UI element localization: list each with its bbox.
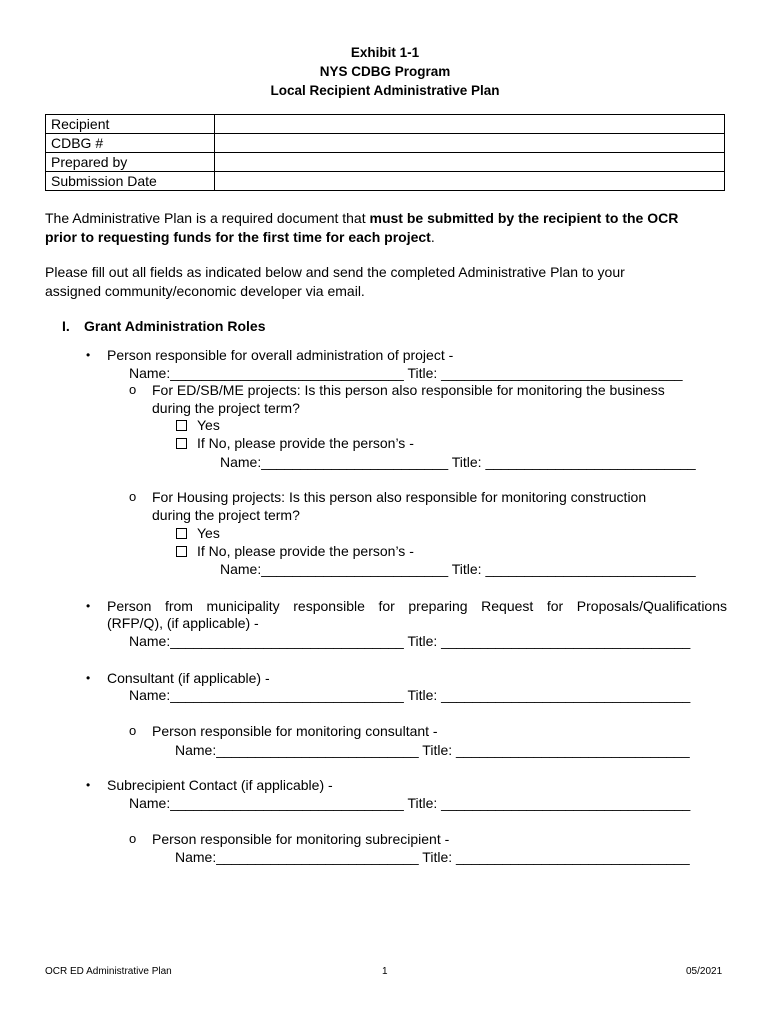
intro-paragraph [45,209,727,247]
footer-doc-name: OCR ED Administrative Plan [45,966,172,977]
rfp-label-cont: (RFP/Q), (if applicable) - [107,615,259,631]
circle-bullet-icon: o [129,382,137,397]
ed-no-checkbox[interactable] [176,438,187,449]
bullet-icon: • [86,778,91,792]
consultant-name-field[interactable]: Name:______________________________ Title: ________________________________ [129,687,691,703]
housing-name-field[interactable]: Name:________________________ Title: ___________________________ [220,561,696,577]
table-row [46,134,725,153]
bullet-icon: • [86,348,91,362]
instructions-line-2: assigned community/economic developer via email. [45,283,365,299]
section-title: Grant Administration Roles [84,318,266,334]
section-number: I. [62,318,70,334]
exhibit-title: Exhibit 1-1 [350,45,420,60]
housing-yes-label: Yes [197,525,220,541]
submission-date-label: Submission Date [46,172,215,191]
housing-no-label: If No, please provide the person’s - [197,543,414,559]
rfp-name-field[interactable]: Name:______________________________ Title: ________________________________ [129,633,691,649]
housing-question: For Housing projects: Is this person also responsible for monitoring construction [152,489,647,505]
table-row [46,172,725,191]
recipient-value[interactable] [215,115,725,134]
rfp-label: Person from municipality responsible for preparing Request for Proposals/Qualifications [107,598,727,614]
intro-period: . [430,229,435,245]
subrecipient-label: Subrecipient Contact (if applicable) - [107,777,333,793]
footer-date: 05/2021 [686,966,723,977]
subrecipient-name-field[interactable]: Name:______________________________ Title: ________________________________ [129,795,691,811]
ed-yes-label: Yes [197,417,220,433]
admin-label: Person responsible for overall administration of project - [107,347,454,363]
housing-question-cont: during the project term? [152,507,300,523]
intro-bold-text-2: prior to requesting funds for the first time for each project [45,229,431,245]
ed-question: For ED/SB/ME projects: Is this person also responsible for monitoring the business [152,382,665,398]
instructions-line-1: Please fill out all fields as indicated below and send the completed Administrative Plan to your [45,264,625,280]
intro-text: The Administrative Plan is a required document that [45,210,370,226]
circle-bullet-icon: o [129,489,137,504]
recipient-info-table [45,114,725,191]
circle-bullet-icon: o [129,723,137,738]
instructions-paragraph [45,263,727,301]
recipient-label: Recipient [46,115,215,134]
cdbg-label: CDBG # [46,134,215,153]
intro-bold-text: must be submitted by the recipient to the OCR [369,210,679,226]
cdbg-value[interactable] [215,134,725,153]
admin-name-field[interactable]: Name:______________________________ Title: _______________________________ [129,365,683,381]
table-row [46,115,725,134]
bullet-icon: • [86,671,91,685]
table-row [46,153,725,172]
page-number: 1 [382,966,388,977]
housing-no-checkbox[interactable] [176,546,187,557]
prepared-by-label: Prepared by [46,153,215,172]
bullet-icon: • [86,599,91,613]
subrecipient-monitor-name-field[interactable]: Name:__________________________ Title: ______________________________ [175,849,690,865]
consultant-label: Consultant (if applicable) - [107,670,270,686]
plan-title: Local Recipient Administrative Plan [270,83,500,98]
submission-date-value[interactable] [215,172,725,191]
subrecipient-monitor-label: Person responsible for monitoring subrecipient - [152,831,450,847]
housing-yes-checkbox[interactable] [176,528,187,539]
ed-no-label: If No, please provide the person’s - [197,435,414,451]
ed-name-field[interactable]: Name:________________________ Title: ___________________________ [220,454,696,470]
ed-question-cont: during the project term? [152,400,300,416]
consultant-monitor-label: Person responsible for monitoring consultant - [152,723,438,739]
circle-bullet-icon: o [129,831,137,846]
program-title: NYS CDBG Program [319,64,451,79]
ed-yes-checkbox[interactable] [176,420,187,431]
consultant-monitor-name-field[interactable]: Name:__________________________ Title: ______________________________ [175,742,690,758]
prepared-by-value[interactable] [215,153,725,172]
